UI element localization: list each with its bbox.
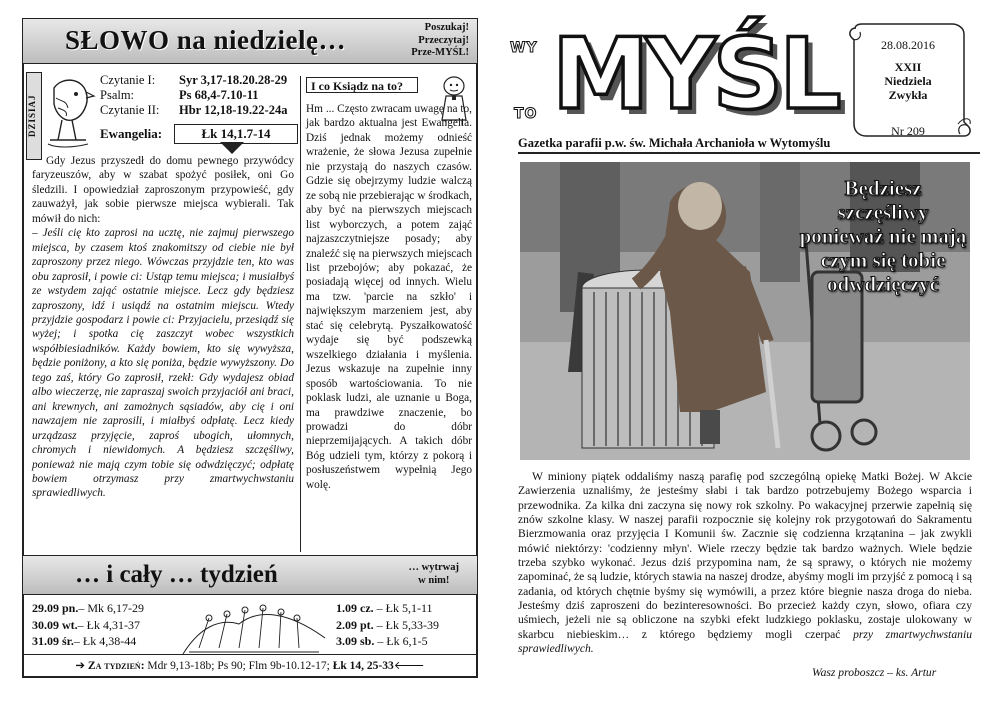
reading-label: Czytanie II: bbox=[100, 103, 160, 118]
tagline-line: Przeczytaj! bbox=[418, 34, 469, 46]
priest-comment-title: I co Ksiądz na to? bbox=[306, 77, 418, 93]
masthead-title: MYŚL bbox=[552, 18, 838, 132]
readings-list bbox=[100, 73, 287, 119]
arrow-left-icon: 🡐 bbox=[393, 660, 425, 672]
next-week-refs: Mdr 9,13-18b; Ps 90; Flm 9b-10.12-17; bbox=[147, 660, 330, 672]
week-day: 2.09 pt. bbox=[336, 617, 374, 632]
arrow-right-icon: ➔ bbox=[75, 660, 86, 672]
reading-ref: Ps 68,4-7.10-11 bbox=[179, 88, 259, 103]
header-tagline bbox=[411, 22, 469, 60]
tagline-line: w nim! bbox=[418, 574, 450, 586]
week-day: 31.09 śr. bbox=[32, 634, 74, 648]
masthead-wy: WY bbox=[510, 40, 538, 56]
week-readings-right bbox=[336, 600, 439, 650]
reading-row bbox=[100, 88, 287, 103]
gospel-intro: Gdy Jezus przyszedł do domu pewnego przywódcy faryzeuszów, aby w szabat spożyć posiłek, oni Go śledzili. I opowiedział zaproszonym przypowieść, gdy zauważył, jak sobie pierwsze miejsca wybierali. Tak mówił do nich: bbox=[32, 155, 294, 225]
priest-comment-text: Hm ... Często zwracam uwagę na to, jak bardzo aktualna jest Ewangelia. Dziś jednak możemy odnieść wrażenie, że słowa Jezusa zupełnie nie przystają do naszych czasów. Gdzie się obejrzymy ludzie walczą ze sobą nie przebierając w środkach, aby być na pierwszych miejscach list wyborczych, a potem zająć najzaszczytniejsze posady; aby znaleźć się na pierwszych miejscach list przebojów; aby pokazać, że posiadają więcej od innych. Wielu ma tzw. 'parcie na szkło' i największym marzeniem jest, aby stać się celebrytą. Pyszałkowatość wydaje się być podszewką wszelkiego działania i myślenia. Jezus wskazuje na zupełnie inny sposób wartościowania. To nie poklask ludzi, ale uznanie u Boga, ma prawdziwe znaczenie, bo prowadzi do dóbr nieprzemijających. A takich dóbr Bóg udzieli tym, którzy z pokorą i posłuszeństwem wypełnią Jego wolę. bbox=[306, 103, 472, 491]
arrow-down-icon bbox=[220, 142, 244, 154]
issue-number: Nr 209 bbox=[891, 124, 925, 138]
week-row bbox=[32, 617, 144, 634]
reading-label: Czytanie I: bbox=[100, 73, 156, 87]
next-week-label: Za tydzień: bbox=[87, 660, 145, 672]
tagline-line: Poszukaj! bbox=[424, 22, 469, 33]
sunday-word-header bbox=[22, 18, 478, 64]
week-ref: – Łk 4,31-37 bbox=[77, 617, 140, 632]
masthead bbox=[510, 20, 980, 160]
sunday-word-title: SŁOWO na niedzielę… bbox=[65, 25, 347, 55]
reading-row bbox=[100, 103, 287, 118]
sunday-line: Niedziela bbox=[884, 74, 932, 88]
sunday-line: Zwykła bbox=[888, 88, 928, 102]
reading-label: Psalm: bbox=[100, 88, 135, 103]
next-week-gospel: Łk 14, 25-33 bbox=[332, 660, 394, 672]
liturgical-sunday bbox=[858, 60, 958, 102]
pastor-signature: Wasz proboszcz – ks. Artur bbox=[812, 666, 937, 679]
week-readings-left bbox=[32, 600, 144, 650]
week-title: … i cały … tydzień bbox=[75, 561, 278, 588]
week-row bbox=[336, 617, 439, 634]
week-ref: – Łk 5,1-11 bbox=[376, 601, 433, 615]
photo-caption: Będziesz szczęśliwy ponieważ nie mają czym się tobie odwdzięczyć bbox=[799, 176, 967, 296]
pastor-letter-text: W miniony piątek oddaliśmy naszą parafię pod szczególną opiekę Matki Bożej. W Akcie Zawierzenia uznaliśmy, że jesteśmy słabi i tak bardzo potrzebujemy Bożego wsparcia i przewodnika. Za kilka dni zaczyna się nowy rok szkolny. Po wakacyjnej przerwie zapełnią się znów szkolne klasy. W naszej parafii rozpocznie się kolejny rok przygotowań do Sakramentu Bierzmowania oraz przyjęcia I Komunii św. Zacznie się codzienna krzątanina – jak zwykli mówić niektórzy: 'codzienny młyn'. Wiele rzeczy będzie tak bardzo ważnych. Wiele będzie trzeba szybko wykonać. Jezus dziś przypomina nam, że są sprawy, o których nie możemy zapominać, że są ludzie, których stawia na naszej drodze, abyśmy mogli im przyjść z pomocą i są zadania, od których chętnie byśmy się wymówili, a przez które biegnie nasza droga do nieba. Jesteśmy dziś zaproszeni do bezinteresowności. Bo przecież każdy czyn, słowo, ofiara czy uśmiech, jeżeli nie są obliczone na szybki efekt ludzkiego poklasku, zostaje ulokowany w skarbcu niebieskim… z którego będziemy mogli czerpać bbox=[518, 470, 972, 641]
masthead-rule bbox=[518, 152, 980, 154]
next-week-line bbox=[22, 654, 478, 672]
week-header bbox=[22, 555, 478, 595]
week-day: 3.09 sb. bbox=[336, 634, 375, 648]
gospel-body: – Jeśli cię kto zaprosi na ucztę, nie zajmuj pierwszego miejsca, by czasem ktoś znakomitszy od ciebie nie był zaproszony przez niego. Wówczas przyjdzie ten, kto was obu zaprosił, i powie ci: Ustąp temu miejsca; i musiałbyś ze wstydem zająć ostatnie miejsce. Lecz gdy będziesz zaproszony, idź i usiądź na ostatnim miejscu. Wtedy przyjdzie gospodarz i powie ci: Przyjacielu, przesiądź się wyżej; i spotka cię zaszczyt wobec wszystkich współbiesiadników. Każdy bowiem, kto się wywyższa, będzie poniżony, a kto się poniża, będzie wywyższony. Do tego zaś, który Go zaprosił, rzekł: Gdy wydajesz obiad albo wieczerzę, nie zapraszaj swoich przyjaciół ani braci, ani krewnych, ani zamożnych sąsiadów, aby cię i oni nawzajem nie zaprosili, i miałbyś odpłatę. Lecz kiedy urządzasz przyjęcie, zaproś ubogich, ułomnych, chromych i niewidomych. A będziesz szczęśliwy, ponieważ nie mają czym tobie się odwdzięczyć; odpłatę bowiem otrzymasz przy zmartwychwstaniu sprawiedliwych. bbox=[32, 227, 294, 500]
bird-illustration-icon bbox=[42, 74, 96, 152]
gospel-text bbox=[32, 154, 294, 501]
week-row bbox=[336, 633, 439, 650]
week-ref: – Łk 4,38-44 bbox=[73, 634, 137, 648]
reading-ref: Syr 3,17-18.20.28-29 bbox=[179, 73, 288, 87]
masthead-to: TO bbox=[514, 106, 538, 122]
week-day: 29.09 pn. bbox=[32, 601, 79, 615]
tagline-line: … wytrwaj bbox=[408, 562, 459, 573]
reading-row bbox=[100, 73, 287, 88]
crowd-illustration-icon bbox=[179, 598, 329, 656]
week-day: 30.09 wt. bbox=[32, 617, 78, 632]
sunday-line: XXII bbox=[894, 60, 922, 74]
pastor-letter-italic: przy zmartwychwstaniu sprawiedliwych. bbox=[518, 627, 972, 656]
week-ref: – Mk 6,17-29 bbox=[78, 601, 145, 615]
tagline-line: Prze-MYŚL! bbox=[411, 47, 469, 58]
left-page bbox=[22, 18, 478, 678]
week-tagline bbox=[409, 562, 459, 587]
today-label: DZISIAJ bbox=[26, 72, 42, 160]
gospel-label: Ewangelia: bbox=[100, 126, 163, 141]
week-ref: – Łk 5,33-39 bbox=[376, 617, 439, 632]
week-row bbox=[32, 600, 144, 617]
issue-date: 28.08.2016 bbox=[881, 38, 935, 52]
week-row bbox=[336, 600, 439, 617]
week-day: 1.09 cz. bbox=[336, 601, 374, 615]
gospel-ref-box: Łk 14,1.7-14 bbox=[174, 124, 298, 144]
week-row bbox=[32, 633, 144, 650]
pastor-letter bbox=[518, 470, 972, 656]
week-ref: – Łk 6,1-5 bbox=[377, 634, 428, 648]
reading-ref: Hbr 12,18-19.22-24a bbox=[179, 103, 288, 118]
parish-subtitle: Gazetka parafii p.w. św. Michała Archanioła w Wytomyślu bbox=[518, 136, 831, 150]
